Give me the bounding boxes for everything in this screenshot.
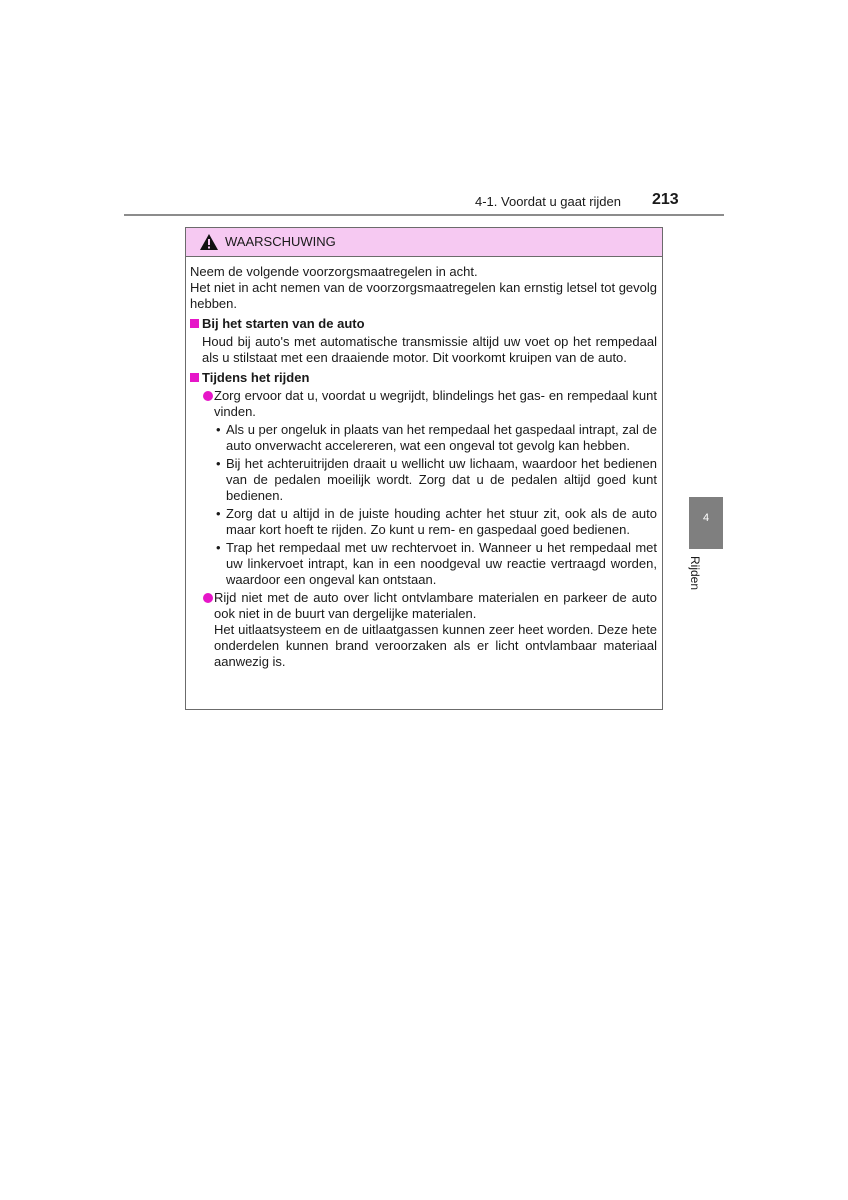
circle-bullet-icon [203,391,213,401]
warning-triangle-icon [199,233,219,251]
bullet-item: • Bij het achteruitrijden draait u wellicht uw lichaam, waardoor het bedienen van de pedalen moeilijk wordt. Zorg dat u de pedalen altijd goed kunt bedienen. [216,456,657,503]
chapter-number: 4 [702,512,710,524]
section-heading-starting: Bij het starten van de auto [190,316,657,332]
square-bullet-icon [190,373,199,382]
bullet-item: • Als u per ongeluk in plaats van het rempedaal het gaspedaal intrapt, zal de auto onverwacht accelereren, wat een ongeval tot gevolg kan hebben. [216,422,657,453]
chapter-label: Rijden [688,556,702,591]
note-paragraph: Het uitlaatsysteem en de uitlaatgassen kunnen zeer heet worden. Deze hete onderdelen kunnen brand veroorzaken als er licht ontvlambaar materiaal aanwezig is. [214,622,657,669]
list-item: Rijd niet met de auto over licht ontvlambare materialen en parkeer de auto ook niet in de buurt van dergelijke materialen. [202,590,657,622]
header-rule [124,214,724,216]
intro-line: Neem de volgende voorzorgsmaatregelen in acht. [190,264,478,279]
section-text-starting: Houd bij auto's met automatische transmissie altijd uw voet op het rempedaal als u stilstaat met een draaiende motor. Dit voorkomt kruipen van de auto. [202,334,657,365]
warning-header [186,228,662,257]
section-title: 4-1. Voordat u gaat rijden [475,194,621,209]
square-bullet-icon [190,319,199,328]
chapter-tab [689,497,723,549]
warning-body [190,264,657,670]
warning-box [185,227,663,710]
bullet-item: • Zorg dat u altijd in de juiste houding achter het stuur zit, ook als de auto maar kort hoeft te rijden. Zo kunt u rem- en gaspedaal goed bedienen. [216,506,657,537]
circle-bullet-icon [203,593,213,603]
section-heading-driving: Tijdens het rijden [190,370,657,386]
warning-title: WAARSCHUWING [225,234,336,249]
intro-paragraph: Het niet in acht nemen van de voorzorgsmaatregelen kan ernstig letsel tot gevolg hebben. [190,280,657,311]
list-item: Zorg ervoor dat u, voordat u wegrijdt, blindelings het gas- en rempedaal kunt vinden. [202,388,657,420]
bullet-item: • Trap het rempedaal met uw rechtervoet in. Wanneer u het rempedaal met uw linkervoet intrapt, kan in een noodgeval uw reactie vertraagd worden, waardoor een ongeval kan ontstaan. [216,540,657,587]
page-number: 213 [652,191,679,208]
